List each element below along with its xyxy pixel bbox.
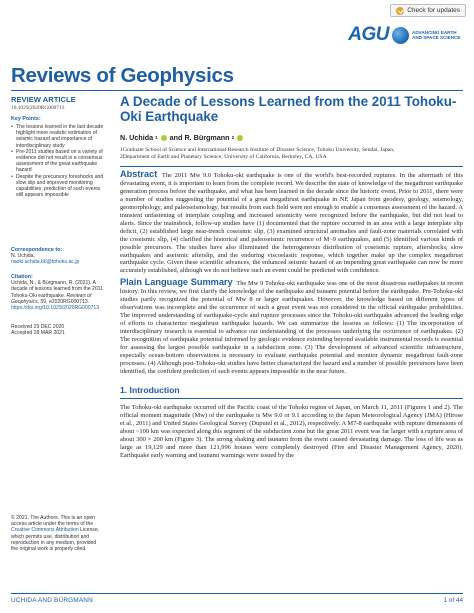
license-notice bbox=[11, 515, 103, 552]
divider bbox=[120, 166, 463, 167]
plain-language-summary bbox=[120, 279, 463, 375]
article-dates bbox=[11, 324, 107, 337]
pls-label: Plain Language Summary bbox=[120, 277, 233, 288]
divider bbox=[120, 398, 463, 399]
citation-text: Uchida, N., & Bürgmann, R. (2021). A decade of lessons learned from the 2011 Tohoku-Oki earthquake. bbox=[11, 280, 103, 299]
journal-title: Reviews of Geophysics bbox=[11, 64, 234, 87]
orcid-icon[interactable] bbox=[161, 135, 167, 141]
correspondence-name: N. Uchida, bbox=[11, 253, 35, 259]
orcid-icon[interactable] bbox=[237, 135, 243, 141]
citation-heading: Citation: bbox=[11, 274, 33, 280]
citation-doi-link[interactable]: https://doi.org/10.1029/2020RG000713 bbox=[11, 305, 100, 312]
sidebar bbox=[11, 92, 107, 337]
correspondence bbox=[11, 247, 107, 265]
check-updates-label: Check for updates bbox=[407, 7, 460, 14]
abstract-text: The 2011 Mw 9.0 Tohoku-oki earthquake is one of the world's best-recorded ruptures. In the aftermath of this devastating event, it is important to learn from the complete record. We describe the state of knowledge of the megathrust earthquake generation process before the earthquake, and what has been learned in the decade since the historic event. Prior to 2011, there were a number of studies suggesting the potential of a great megathrust earthquake in NE Japan from geodesy, geology, seismology, geomorphology, and paleoseismology, but results from each field were not enough to enable a consensus assessment of the hazard. A transient unfastening of interplate coupling and increased seismicity were recognized before the earthquake, but did not lead to alerts. Since the mainshock, follow-up studies have (1) documented that the rupture occurred in an area with a large interplate slip deficit, (2) established large near-trench coseismic slip, (3) examined structural anomalies and fault-zone materials correlated with the coseismic slip, (4) clarified the historical and paleoseismic recurrence of M~9 earthquakes, and (5) identified various kinds of possible precursors. The studies have also illuminated the heterogeneous distribution of coseismic rupture, aftershocks, slow earthquakes and aseismic afterslip, and the enduring viscoelastic response, which together make up the complex megathrust earthquake cycle. Given these scientific advances, the enhanced seismic hazard of an impending great earthquake can now be more accurately established, although we do not believe such an event could be predicted with confidence. bbox=[120, 172, 463, 275]
citation-journal: Reviews of Geophysics, bbox=[11, 292, 92, 305]
article-main bbox=[120, 91, 463, 460]
check-for-updates-button[interactable] bbox=[390, 4, 466, 17]
author-name: N. Uchida bbox=[120, 133, 154, 142]
received-date: Received 29 DEC 2020 bbox=[11, 324, 65, 330]
citation bbox=[11, 274, 107, 311]
author-line bbox=[120, 133, 463, 142]
footer-divider bbox=[11, 593, 463, 594]
check-updates-icon bbox=[396, 7, 404, 15]
running-head: UCHIDA AND BÜRGMANN bbox=[11, 597, 93, 604]
key-points-list bbox=[11, 124, 107, 198]
key-point: • Despite the precursory foreshocks and slow slip and improved monitoring capabilities, prediction of such events still appears impossible bbox=[11, 174, 107, 199]
citation-volume: 59, e2020RG000713. bbox=[40, 298, 90, 305]
agu-wordmark: AGU bbox=[348, 24, 389, 45]
section-heading: 1. Introduction bbox=[120, 384, 180, 395]
article-title: A Decade of Lessons Learned from the 2011 Tohoku-Oki Earthquake bbox=[120, 94, 457, 124]
affiliation: 2Department of Earth and Planetary Science, University of California, Berkeley, CA, USA bbox=[120, 154, 327, 160]
introduction-paragraph: The Tohoku-oki earthquake occurred off the Pacific coast of the Tohoku region of Japan, on March 11, 2011 (Figures 1 and 2). The official moment magnitude (Mw) of the earthquake is Mw 9.0 or 9.1 according to the Japan Meteorological Agency (JMA) (Hirose et al., 2011) and United States Geological Survey (Duputel et al., 2012), respectively. A M7-8 earthquake with rupture dimensions of about ~100 km was expected along this segment of the subduction zone but the great 2011 event was far larger with a rupture area of about 300 × 200 km (Figure 3). The strong shaking and tsunami from the event caused devastating damage. The loss of life was as large as 19,129 and more than 121,996 houses were completely destroyed (Fire and Disaster Management Agency, 2020). Earthquake early warning and tsunami warnings were issued by the bbox=[120, 403, 463, 459]
page-number: 1 of 44 bbox=[443, 597, 463, 604]
key-point: • The lessons learned in the last decade highlight more realistic estimation of seismic hazard and importance of interdisciplinary study bbox=[11, 124, 107, 149]
agu-tagline: ADVANCING EARTH AND SPACE SCIENCE bbox=[412, 30, 461, 40]
agu-logo bbox=[348, 24, 462, 46]
correspondence-email-link[interactable]: naoki.uchida.b6@tohoku.ac.jp bbox=[11, 259, 80, 266]
key-points-heading: Key Points: bbox=[11, 116, 41, 122]
abstract bbox=[120, 171, 463, 275]
article-type: REVIEW ARTICLE bbox=[11, 95, 76, 104]
abstract-label: Abstract bbox=[120, 169, 158, 179]
affiliation-mark: 2 bbox=[231, 135, 235, 140]
key-point: • Pre-2011 studies based on a variety of evidence did not result in a consensus assessment of the great earthquake hazard bbox=[11, 149, 107, 174]
affiliation: 1Graduate School of Science and International Research Institute of Disaster Science, Tohoku University, Sendai, Japan, bbox=[120, 147, 395, 153]
affiliation-mark: 1 bbox=[155, 135, 158, 140]
license-tail: License, which permits use, distribution and reproduction in any medium, provided the original work is properly cited. bbox=[11, 527, 100, 553]
pls-text: The Mw 9 Tohoku-oki earthquake was one of the most disastrous earthquakes in recent history. In this review, we first clarify the knowledge of the earthquake and tsunami potential before the earthquake. Pre-Tohoku-oki studies partly recognized the potential of Mw 8 or larger earthquakes. However, the knowledge based on different types of observations was incomplete and the occurrence of such a great event was not considered in the official earthquake probabilities. The improved understanding of earthquake-cycle and rupture processes since the Tohoku-oki earthquake advanced the leading edge of efforts to characterize megathrust earthquake hazards. We can summarize the lessons as follows: (1) The incorporation of interdisciplinary research is essential to advance our understanding of the processes underlying the occurrence of earthquakes. (2) The recognition of earthquake potential informed by geologic evidence extending beyond available instrumental records is essential for assessing the largest possible earthquake in a subduction zone. (3) The development of advanced scientific infrastructure, especially ocean-bottom observations is necessary to evaluate earthquake potential and monitor dynamic megathrust fault-zone processes. (4) Although post-Tohoku-oki studies have better characterized the hazard and a number of possible precursors have been identified, the confident prediction of such events appears impossible in the near future. bbox=[120, 280, 463, 375]
globe-icon bbox=[392, 27, 409, 44]
correspondence-heading: Correspondence to: bbox=[11, 247, 63, 253]
author-name: and R. Bürgmann bbox=[169, 133, 230, 142]
key-points bbox=[11, 116, 107, 198]
license-text: © 2021. The Authors. This is an open access article under the terms of the bbox=[11, 515, 95, 528]
accepted-date: Accepted 28 MAR 2021 bbox=[11, 330, 65, 337]
affiliations bbox=[120, 147, 463, 161]
license-link[interactable]: Creative Commons Attribution bbox=[11, 527, 79, 534]
article-doi: 10.1029/2020RG000713 bbox=[11, 105, 65, 111]
